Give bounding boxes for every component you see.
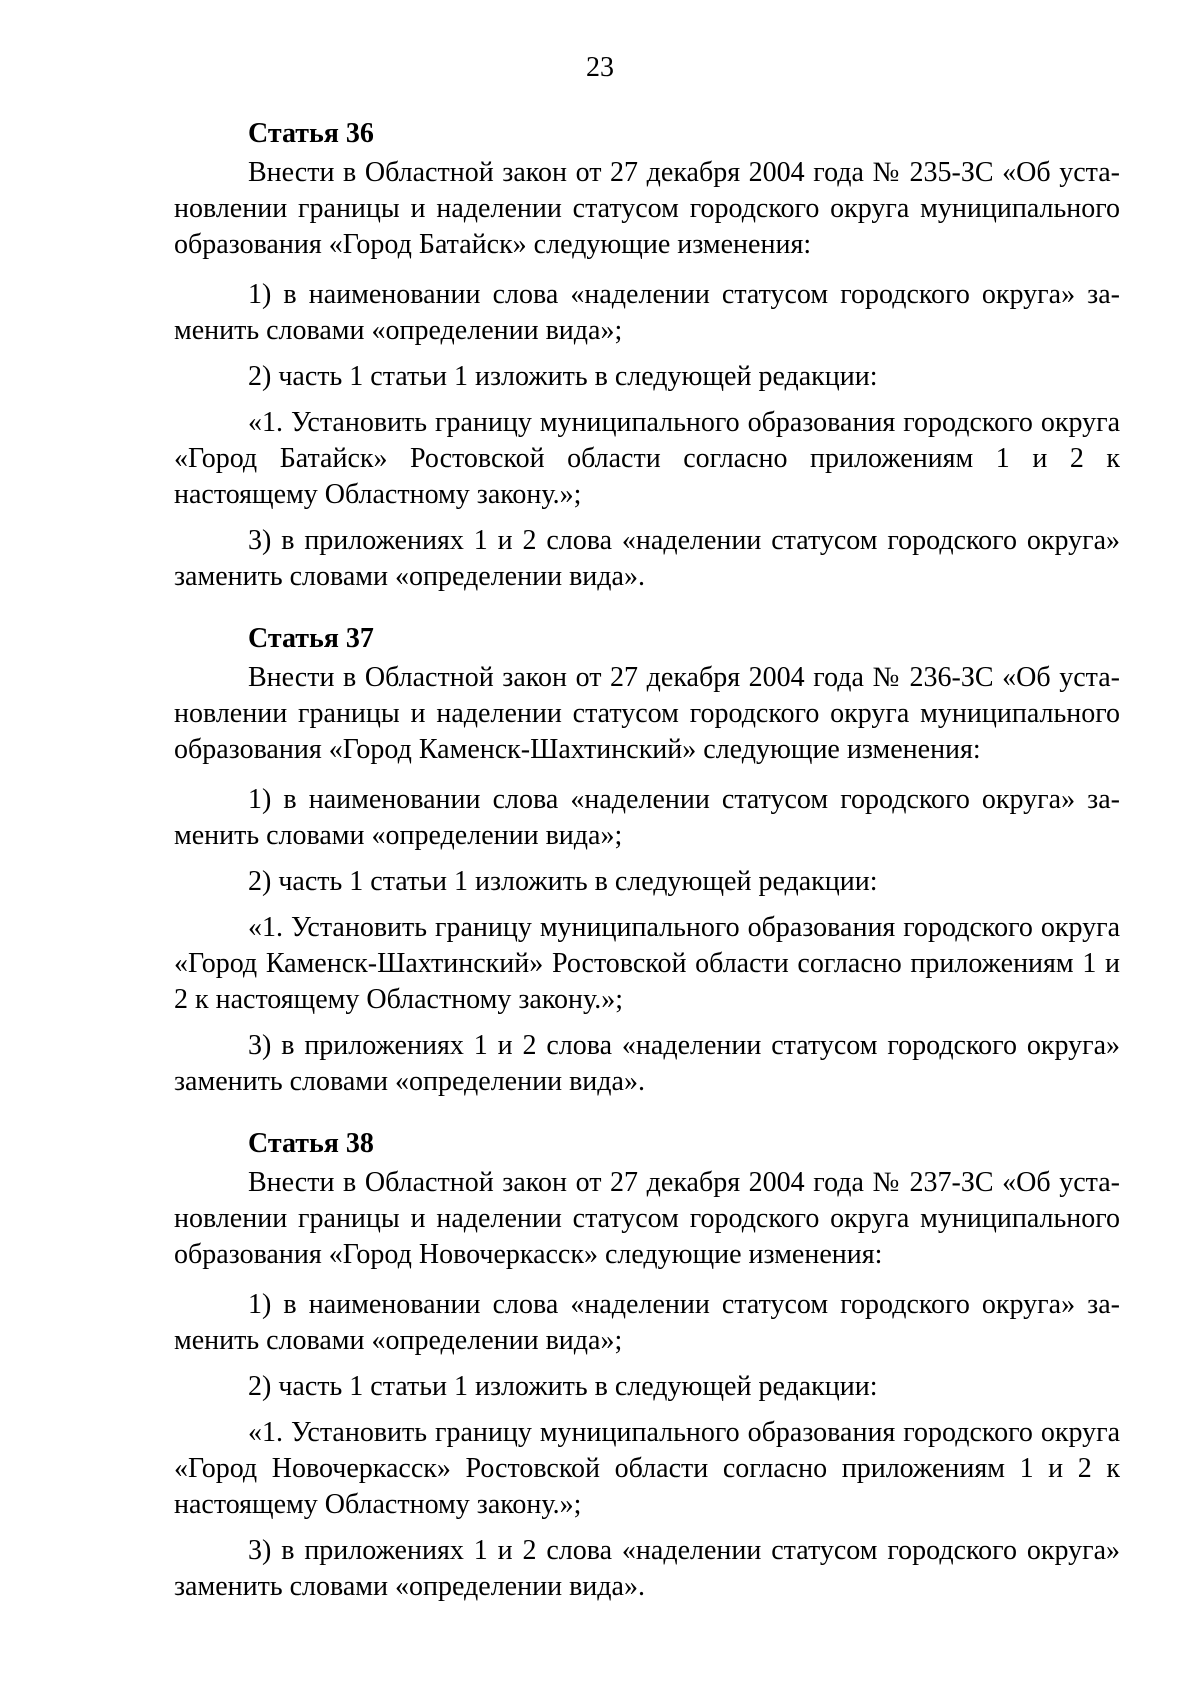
amendment-item-3: 3) в приложениях 1 и 2 слова «наделении статусом городского округа» заменить словами «определении вида». bbox=[174, 1030, 1120, 1097]
amendment-quote: «1. Установить границу муниципального образования городского округа «Город Каменск-Шахтинский» Ростовской области согласно приложениям 1 и 2 к настоящему Областному закону.»; bbox=[174, 912, 1120, 1015]
article-intro: Внести в Областной закон от 27 декабря 2004 года № 237-ЗС «Об установлении границы и наделении статусом городского округа муниципального образования «Город Новочеркасск» следующие изменения: bbox=[174, 1167, 1120, 1270]
amendment-quote: «1. Установить границу муниципального образования городского округа «Город Батайск» Ростовской области согласно приложениям 1 и 2 к настоящему Областному закону.»; bbox=[174, 407, 1120, 510]
amendment-item-3: 3) в приложениях 1 и 2 слова «наделении статусом городского округа» заменить словами «определении вида». bbox=[174, 1535, 1120, 1602]
article-intro: Внести в Областной закон от 27 декабря 2004 года № 235-ЗС «Об установлении границы и наделении статусом городского округа муниципального образования «Город Батайск» следующие изменения: bbox=[174, 157, 1120, 260]
amendment-item-1: 1) в наименовании слова «наделении статусом городского округа» заменить словами «определении вида»; bbox=[174, 1289, 1120, 1356]
article-38 bbox=[174, 1126, 1120, 1605]
amendment-item-1: 1) в наименовании слова «наделении статусом городского округа» заменить словами «определении вида»; bbox=[174, 279, 1120, 346]
amendment-item-3: 3) в приложениях 1 и 2 слова «наделении статусом городского округа» заменить словами «определении вида». bbox=[174, 525, 1120, 592]
page-number: 23 bbox=[586, 52, 614, 83]
article-title: Статья 37 bbox=[248, 623, 374, 654]
article-intro: Внести в Областной закон от 27 декабря 2004 года № 236-ЗС «Об установлении границы и наделении статусом городского округа муниципального образования «Город Каменск-Шахтинский» следующие изменения: bbox=[174, 662, 1120, 765]
amendment-quote: «1. Установить границу муниципального образования городского округа «Город Новочеркасск» Ростовской области согласно приложениям 1 и 2 к настоящему Областному закону.»; bbox=[174, 1417, 1120, 1520]
amendment-item-1: 1) в наименовании слова «наделении статусом городского округа» заменить словами «определении вида»; bbox=[174, 784, 1120, 851]
article-title: Статья 36 bbox=[248, 118, 374, 149]
amendment-item-2: 2) часть 1 статьи 1 изложить в следующей редакции: bbox=[248, 361, 878, 392]
document-body bbox=[174, 116, 1120, 1631]
article-36 bbox=[174, 116, 1120, 595]
article-title: Статья 38 bbox=[248, 1128, 374, 1159]
amendment-item-2: 2) часть 1 статьи 1 изложить в следующей редакции: bbox=[248, 866, 878, 897]
article-37 bbox=[174, 621, 1120, 1100]
amendment-item-2: 2) часть 1 статьи 1 изложить в следующей редакции: bbox=[248, 1371, 878, 1402]
